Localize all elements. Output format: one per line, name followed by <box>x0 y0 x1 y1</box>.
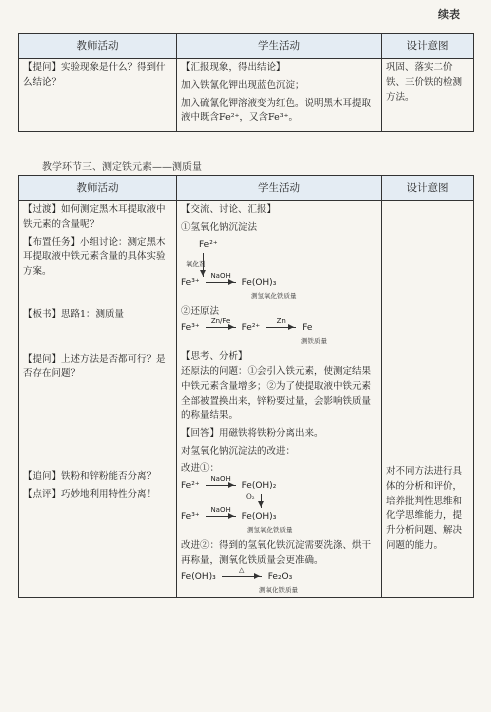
student-observation-2: 加入硫氰化钾溶液变为红色。说明黑木耳提取液中既含Fe²⁺，又含Fe³⁺。 <box>181 97 372 124</box>
teacher-ask: 【提问】上述方法是否都可行？是否存在问题？ <box>23 353 166 380</box>
improve1-a-from: Fe²⁺ <box>181 481 200 492</box>
method2-title: ②还原法 <box>181 305 220 317</box>
down-arrow-icon <box>246 493 377 508</box>
table-row <box>19 201 474 598</box>
method1-reagent: NaOH <box>210 271 231 280</box>
teacher-followup: 【追问】铁粉和锌粉能否分离？ <box>23 471 157 483</box>
improve2-equation <box>181 566 377 585</box>
arrow-icon <box>206 271 236 283</box>
header-student: 学生活动 <box>177 34 382 59</box>
continued-label: 续表 <box>438 8 460 21</box>
method2-reagent1: Zn/Fe <box>210 317 231 326</box>
student-cell <box>177 201 382 598</box>
design-intent: 巩固、落实二价铁、三价铁的检测方法。 <box>386 62 463 103</box>
student-intro: 【交流、讨论、汇报】 <box>181 204 277 216</box>
method1-top-ion: Fe²⁺ <box>199 239 218 250</box>
think-text: 还原法的问题：①会引入铁元素，使测定结果中铁元素含量增多；②为了使提取液中铁元素全部被置换出来，锌粉要过量，会影响铁质量的称量结果。 <box>181 366 372 422</box>
section-title: 教学环节三、测定铁元素——测质量 <box>42 162 202 173</box>
method2-equation <box>181 317 377 336</box>
teacher-guide: 【过渡】如何测定黑木耳提取液中铁元素的含量呢？ <box>23 204 166 230</box>
method2-start: Fe³⁺ <box>181 323 200 334</box>
table-header-row <box>19 34 474 59</box>
student-cell <box>177 59 382 132</box>
arrow-icon <box>266 317 296 328</box>
think-label: 【思考、分析】 <box>181 351 248 363</box>
arrow-icon <box>206 475 236 486</box>
method2-reagent2: Zn <box>276 317 286 326</box>
design-intent: 对不同方法进行具体的分析和评价，培养批判性思维和化学思维能力，提升分析问题、解决问题的能力。 <box>386 466 463 551</box>
improve2-to: Fe₂O₃ <box>267 572 293 583</box>
method2-product: Fe <box>302 323 313 334</box>
arrow-icon <box>206 506 236 517</box>
method2-caption: 测铁质量 <box>301 337 327 346</box>
teacher-cell <box>19 201 177 598</box>
activity-table-2 <box>18 175 474 598</box>
improve2-from: Fe(OH)₃ <box>181 572 216 583</box>
method1-product: Fe(OH)₃ <box>241 277 277 288</box>
table-row <box>19 59 474 132</box>
method1-caption: 测氢氧化铁质量 <box>251 291 297 300</box>
improve2-caption: 测氧化铁质量 <box>259 586 298 595</box>
improve2-text: 改进②：得到的氢氧化铁沉淀需要洗涤、烘干再称量，测氧化铁质量会更准确。 <box>181 540 372 566</box>
method1-title: ①氢氧化钠沉淀法 <box>181 221 258 233</box>
table-header-row <box>19 176 474 201</box>
header-teacher: 教师活动 <box>19 176 177 201</box>
improve1-label: 改进①： <box>181 463 220 475</box>
improve1-b-reagent: NaOH <box>210 506 231 515</box>
method1-from: Fe³⁺ <box>181 277 200 288</box>
improve1-caption: 测氢氧化铁质量 <box>247 525 293 534</box>
arrow-icon <box>222 566 262 577</box>
arrow-icon <box>206 317 236 328</box>
teacher-question: 【提问】实验现象是什么？得到什么结论？ <box>23 62 166 88</box>
intent-cell <box>382 201 474 598</box>
teacher-cell <box>19 59 177 132</box>
improve-title: 对氢氧化钠沉淀法的改进： <box>181 445 296 457</box>
header-student: 学生活动 <box>177 176 382 201</box>
method1-scheme <box>181 239 377 301</box>
improve2-heat: △ <box>239 566 245 575</box>
header-intent: 设计意图 <box>382 34 474 59</box>
student-report-label: 【汇报现象，得出结论】 <box>181 62 286 74</box>
teacher-comment: 【点评】巧妙地利用特性分离！ <box>23 488 157 500</box>
improve1-equation-b <box>181 506 377 525</box>
answer-label: 【回答】 <box>181 427 220 439</box>
improve1-b-from: Fe³⁺ <box>181 512 200 523</box>
teacher-board: 【板书】思路1：测质量 <box>23 308 125 320</box>
improve1-equation-a <box>181 475 377 494</box>
teacher-task: 【布置任务】小组讨论：测定黑木耳提取液中铁元素含量的具体实验方案。 <box>23 236 166 278</box>
improve1-oxygen: O₂ <box>246 493 255 502</box>
header-teacher: 教师活动 <box>19 34 177 59</box>
think-block <box>181 350 377 424</box>
improve1-a-reagent: NaOH <box>210 475 231 484</box>
answer-text: 用磁铁将铁粉分离出来。 <box>219 427 324 439</box>
intent-cell <box>382 59 474 132</box>
method2-mid: Fe²⁺ <box>241 323 261 334</box>
student-observation-1: 加入铁氰化钾出现蓝色沉淀； <box>181 79 305 91</box>
header-intent: 设计意图 <box>382 176 474 201</box>
activity-table-1 <box>18 33 474 132</box>
improve1-b-to: Fe(OH)₃ <box>241 512 277 523</box>
improve1-a-to: Fe(OH)₂ <box>241 481 277 492</box>
answer-block <box>181 427 377 442</box>
method1-oxidant: 氧化剂 <box>186 259 206 268</box>
